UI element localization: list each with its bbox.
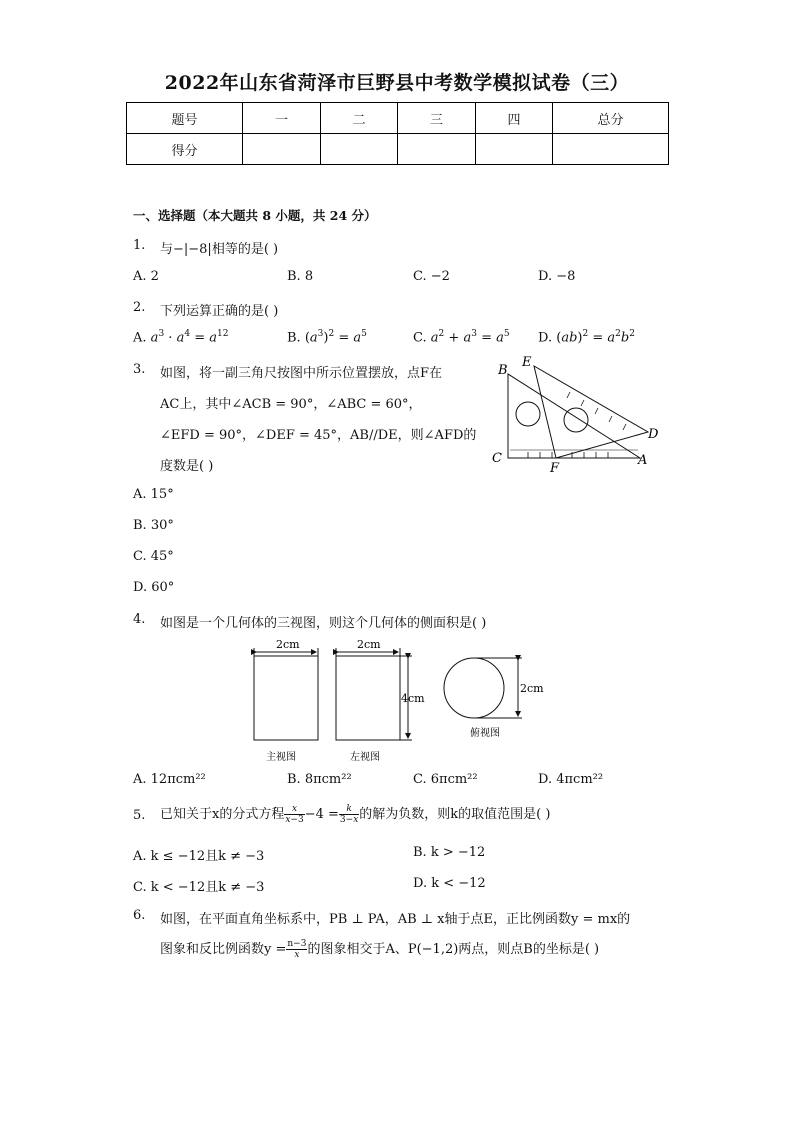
score-header-cell: 四 (476, 103, 553, 134)
q4-dim-left-width: 2cm (357, 638, 381, 651)
q2-option-d[interactable]: D. $(ab)^2 = a^2b^2$ (538, 329, 635, 346)
q2-number: 2. (133, 300, 146, 315)
score-cell[interactable] (321, 134, 398, 165)
score-header-cell: 二 (321, 103, 398, 134)
q2-option-c[interactable]: C. $a^2 + a^3 = a^5$ (413, 329, 510, 346)
q5-option-b[interactable]: B. k > −12 (413, 845, 486, 860)
q5-option-a[interactable]: A. k ≤ −12且k ≠ −3 (133, 849, 265, 864)
q2-option-d-letter: D. (538, 330, 553, 346)
q3-label-d: D (648, 427, 659, 442)
q6-number: 6. (133, 908, 146, 923)
score-row-label: 得分 (127, 134, 243, 165)
q6-line2-part2: 的图象相交于A、P(−1,2)两点，则点B的坐标是( ) (307, 942, 600, 957)
q6-line2-part1: 图象和反比例函数y = (160, 942, 287, 957)
score-header-cell: 题号 (127, 103, 243, 134)
q6-line2: 图象和反比例函数y = $\frac{n-3}{x}$ 的图象相交于A、P(−1,2)两点，则点B的坐标是( ) (160, 939, 600, 960)
q4-option-b[interactable]: B. 8πcm²² (287, 772, 352, 787)
q4-caption-left: 左视图 (350, 752, 380, 763)
q4-option-a[interactable]: A. 12πcm²² (133, 772, 206, 787)
q4-caption-top: 俯视图 (470, 728, 500, 739)
q4-caption-front: 主视图 (266, 752, 296, 763)
q3-option-d[interactable]: D. 60° (133, 580, 175, 595)
q2-option-c-letter: C. (413, 330, 427, 346)
q4-dim-height: 4cm (401, 692, 425, 705)
q3-option-c[interactable]: C. 45° (133, 549, 174, 564)
score-header-cell: 一 (243, 103, 321, 134)
q5-option-c[interactable]: C. k < −12且k ≠ −3 (133, 880, 265, 895)
q2-option-b-letter: B. (287, 330, 301, 346)
q1-option-b[interactable]: B. 8 (287, 269, 314, 284)
q4-number: 4. (133, 612, 146, 627)
q3-label-f: F (550, 461, 560, 476)
score-header-cell: 三 (398, 103, 476, 134)
q3-number: 3. (133, 362, 146, 377)
score-table-header-row (127, 103, 669, 134)
score-table-score-row (127, 134, 669, 165)
q5-stem-part2: 的解为负数，则k的取值范围是( ) (359, 807, 551, 822)
q3-line1: 如图，将一副三角尺按图中所示位置摆放，点F在 (160, 366, 443, 381)
q3-label-a: A (638, 453, 648, 468)
q4-option-d[interactable]: D. 4πcm²² (538, 772, 604, 787)
q2-option-a[interactable]: A. $a^3 \cdot a^4 = a^{12}$ (133, 329, 229, 346)
q5-stem-part1: 已知关于x的分式方程 (160, 807, 285, 822)
score-cell[interactable] (476, 134, 553, 165)
page-title: 2022年山东省菏泽市巨野县中考数学模拟试卷（三） (164, 72, 630, 94)
q1-number: 1. (133, 238, 146, 253)
q3-option-a[interactable]: A. 15° (133, 487, 174, 502)
section-heading: 一、选择题（本大题共 8 小题，共 24 分） (133, 208, 377, 223)
q3-line2: AC上，其中∠ACB = 90°，∠ABC = 60°， (160, 397, 422, 412)
q5-stem: 已知关于x的分式方程 $\frac{x}{x-3}$ −4 = $\frac{k}{3-x}$ 的解为负数，则k的取值范围是( ) (160, 804, 551, 825)
q2-option-a-letter: A. (133, 330, 147, 346)
score-cell[interactable] (398, 134, 476, 165)
q4-three-views-figure (246, 636, 546, 766)
q4-dim-front-width: 2cm (276, 638, 300, 651)
q1-stem: 与−|−8|相等的是( ) (160, 242, 279, 257)
q1-option-c[interactable]: C. −2 (413, 269, 450, 284)
score-table (126, 102, 669, 165)
q3-line3: ∠EFD = 90°，∠DEF = 45°，AB//DE，则∠AFD的 (160, 428, 477, 443)
score-cell[interactable] (553, 134, 669, 165)
q3-label-e: E (522, 355, 532, 370)
q4-dim-diameter: 2cm (520, 682, 544, 695)
q1-option-d[interactable]: D. −8 (538, 269, 576, 284)
q4-option-c[interactable]: C. 6πcm²² (413, 772, 478, 787)
q5-option-d[interactable]: D. k < −12 (413, 876, 486, 891)
q6-line1: 如图，在平面直角坐标系中，PB ⊥ PA，AB ⊥ x轴于点E，正比例函数y = mx的 (160, 912, 631, 927)
q3-line4: 度数是( ) (160, 459, 214, 474)
q3-option-b[interactable]: B. 30° (133, 518, 174, 533)
q4-stem: 如图是一个几何体的三视图，则这个几何体的侧面积是( ) (160, 616, 487, 631)
q2-option-b[interactable]: B. $(a^3)^2 = a^5$ (287, 329, 367, 346)
q1-option-a[interactable]: A. 2 (133, 269, 159, 284)
q5-number: 5. (133, 808, 146, 823)
q2-stem: 下列运算正确的是( ) (160, 304, 279, 319)
q3-triangle-figure (488, 354, 668, 476)
q3-label-b: B (498, 363, 508, 378)
score-header-cell: 总分 (553, 103, 669, 134)
q3-label-c: C (492, 451, 502, 466)
score-cell[interactable] (243, 134, 321, 165)
